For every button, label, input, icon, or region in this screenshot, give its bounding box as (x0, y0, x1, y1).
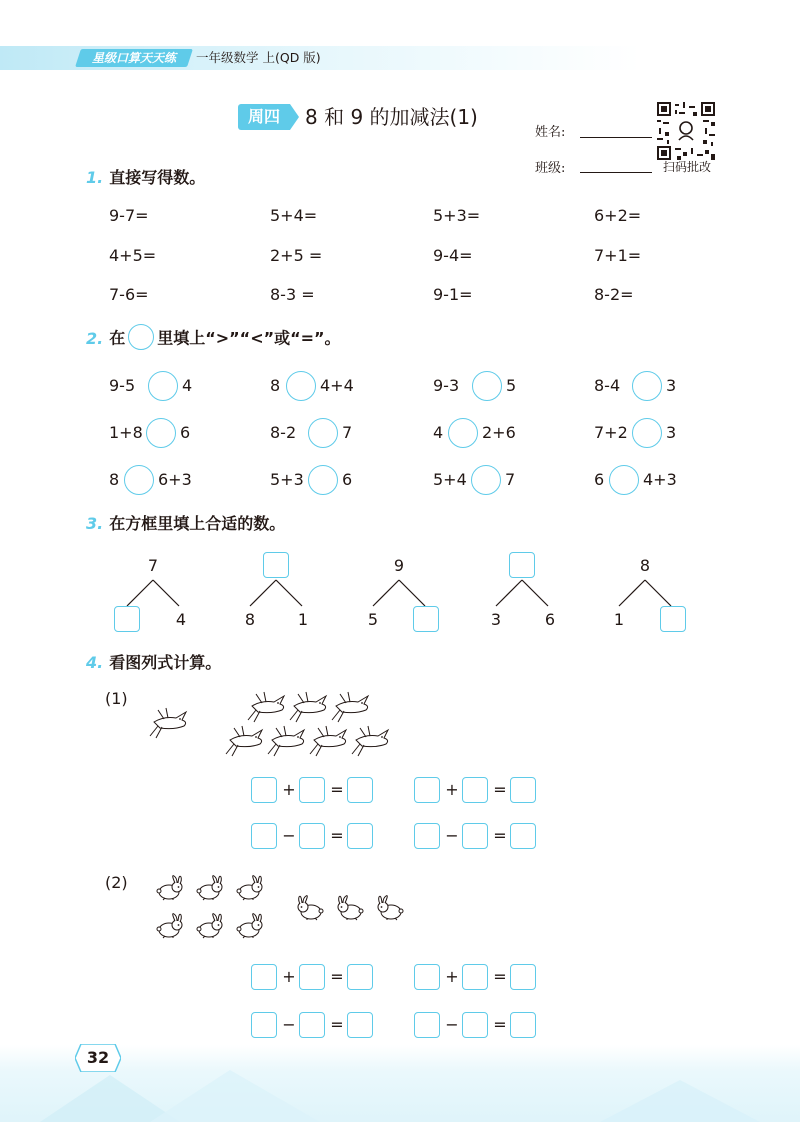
section-4-number: 4. (86, 653, 104, 672)
equation-box[interactable] (251, 823, 277, 849)
minus-sign: − (282, 826, 296, 845)
plus-sign: + (282, 967, 296, 986)
bond-top: 9 (393, 556, 405, 575)
equation-box[interactable] (347, 823, 373, 849)
compare-right: 4+3 (643, 470, 677, 489)
qr-label: 扫码批改 (662, 160, 711, 174)
compare-left: 8 (270, 376, 281, 395)
section-2-prefix: 在 (109, 328, 126, 348)
rabbit-icon (237, 914, 262, 938)
arith-problem: 6+2= (594, 206, 642, 225)
compare-right: 6+3 (158, 470, 192, 489)
arith-problem: 8-2= (594, 285, 634, 304)
minus-sign: − (282, 1015, 296, 1034)
swallow-icon (268, 726, 304, 756)
section-4-text: 看图列式计算。 (109, 653, 222, 672)
arith-problem: 5+4= (270, 206, 318, 225)
compare-left: 9-3 (433, 376, 460, 395)
equation-box[interactable] (347, 1012, 373, 1038)
equals-sign: = (493, 826, 507, 845)
rabbit-icon (237, 876, 262, 900)
equation-box[interactable] (251, 964, 277, 990)
equation-box[interactable] (510, 777, 536, 803)
equation-box[interactable] (414, 964, 440, 990)
equation-box[interactable] (299, 777, 325, 803)
compare-left: 1+8 (109, 423, 143, 442)
equals-sign: = (330, 826, 344, 845)
bond-left: 8 (244, 610, 256, 629)
bond-left: 3 (490, 610, 502, 629)
compare-right: 6 (342, 470, 353, 489)
equation-box[interactable] (251, 777, 277, 803)
arith-problem: 7-6= (109, 285, 149, 304)
section-3-text: 在方框里填上合适的数。 (109, 514, 286, 533)
book-subtitle: 一年级数学 上(QD 版) (196, 50, 321, 65)
rabbit-icon (338, 896, 363, 920)
rabbit-icon (197, 876, 222, 900)
swallow-icon (332, 692, 368, 722)
compare-right: 4+4 (320, 376, 354, 395)
arith-problem: 9-4= (433, 246, 473, 265)
equation-box[interactable] (462, 964, 488, 990)
plus-sign: + (445, 967, 459, 986)
day-badge: 周四 (238, 104, 290, 130)
equation-box[interactable] (347, 964, 373, 990)
equation-box[interactable] (510, 823, 536, 849)
bond-answer-box[interactable] (413, 606, 439, 632)
section-1-text: 直接写得数。 (109, 168, 206, 187)
name-label: 姓名: (535, 125, 566, 140)
compare-left: 5+3 (270, 470, 304, 489)
rabbit-icon (378, 896, 403, 920)
rabbit-icon (157, 914, 182, 938)
bond-answer-box[interactable] (660, 606, 686, 632)
arith-problem: 5+3= (433, 206, 481, 225)
arith-problem: 7+1= (594, 246, 642, 265)
arith-problem: 4+5= (109, 246, 157, 265)
bond-left: 5 (367, 610, 379, 629)
equals-sign: = (330, 1015, 344, 1034)
compare-left: 6 (594, 470, 605, 489)
equation-box[interactable] (462, 777, 488, 803)
compare-left: 7+2 (594, 423, 628, 442)
equals-sign: = (330, 967, 344, 986)
arith-problem: 9-1= (433, 285, 473, 304)
compare-right: 2+6 (482, 423, 516, 442)
equation-box[interactable] (414, 823, 440, 849)
bond-right: 1 (297, 610, 309, 629)
equation-box[interactable] (414, 777, 440, 803)
rabbit-icon (157, 876, 182, 900)
equation-box[interactable] (414, 1012, 440, 1038)
equation-box[interactable] (299, 964, 325, 990)
series-name: 星级口算天天练 (91, 51, 176, 65)
compare-right: 4 (182, 376, 193, 395)
swallow-icon (226, 726, 262, 756)
equation-box[interactable] (347, 777, 373, 803)
part-2-label: (2) (105, 873, 128, 892)
arith-problem: 2+5 = (270, 246, 323, 265)
swallow-icon (290, 692, 326, 722)
equation-box[interactable] (510, 1012, 536, 1038)
section-2-suffix: 里填上“>”“<”或“=”。 (157, 328, 341, 348)
bond-right: 6 (544, 610, 556, 629)
plus-sign: + (445, 780, 459, 799)
equals-sign: = (493, 780, 507, 799)
equation-box[interactable] (299, 1012, 325, 1038)
page-number: 32 (86, 1048, 110, 1067)
rabbit-icon (197, 914, 222, 938)
section-1-number: 1. (86, 168, 104, 187)
swallow-icon (150, 708, 186, 738)
compare-left: 8-2 (270, 423, 297, 442)
compare-left: 4 (433, 423, 444, 442)
equation-box[interactable] (462, 1012, 488, 1038)
bond-left: 1 (613, 610, 625, 629)
equation-box[interactable] (299, 823, 325, 849)
class-label: 班级: (535, 161, 566, 176)
equation-box[interactable] (510, 964, 536, 990)
minus-sign: − (445, 1015, 459, 1034)
compare-right: 3 (666, 423, 677, 442)
bond-right: 4 (175, 610, 187, 629)
equals-sign: = (493, 1015, 507, 1034)
compare-right: 5 (506, 376, 517, 395)
arith-problem: 8-3 = (270, 285, 315, 304)
equals-sign: = (493, 967, 507, 986)
minus-sign: − (445, 826, 459, 845)
bond-top: 8 (639, 556, 651, 575)
rabbit-icon (298, 896, 323, 920)
compare-left: 8 (109, 470, 120, 489)
page-title: 8 和 9 的加减法(1) (305, 105, 478, 129)
compare-right: 7 (342, 423, 353, 442)
bond-answer-box[interactable] (114, 606, 140, 632)
part-1-label: (1) (105, 689, 128, 708)
section-3-number: 3. (86, 514, 104, 533)
section-4-title (86, 652, 221, 674)
equation-box[interactable] (462, 823, 488, 849)
compare-right: 7 (505, 470, 516, 489)
equals-sign: = (330, 780, 344, 799)
swallow-illustration (0, 688, 800, 768)
rabbit-illustration (0, 868, 800, 948)
bond-top: 7 (147, 556, 159, 575)
plus-sign: + (282, 780, 296, 799)
bond-answer-box[interactable] (263, 552, 289, 578)
compare-left: 5+4 (433, 470, 467, 489)
swallow-icon (248, 692, 284, 722)
arith-problem: 9-7= (109, 206, 149, 225)
equation-box[interactable] (251, 1012, 277, 1038)
section-2-number: 2. (86, 328, 104, 348)
compare-right: 6 (180, 423, 191, 442)
swallow-icon (310, 726, 346, 756)
bond-answer-box[interactable] (509, 552, 535, 578)
swallow-icon (352, 726, 388, 756)
compare-right: 3 (666, 376, 677, 395)
compare-left: 8-4 (594, 376, 621, 395)
compare-left: 9-5 (109, 376, 136, 395)
